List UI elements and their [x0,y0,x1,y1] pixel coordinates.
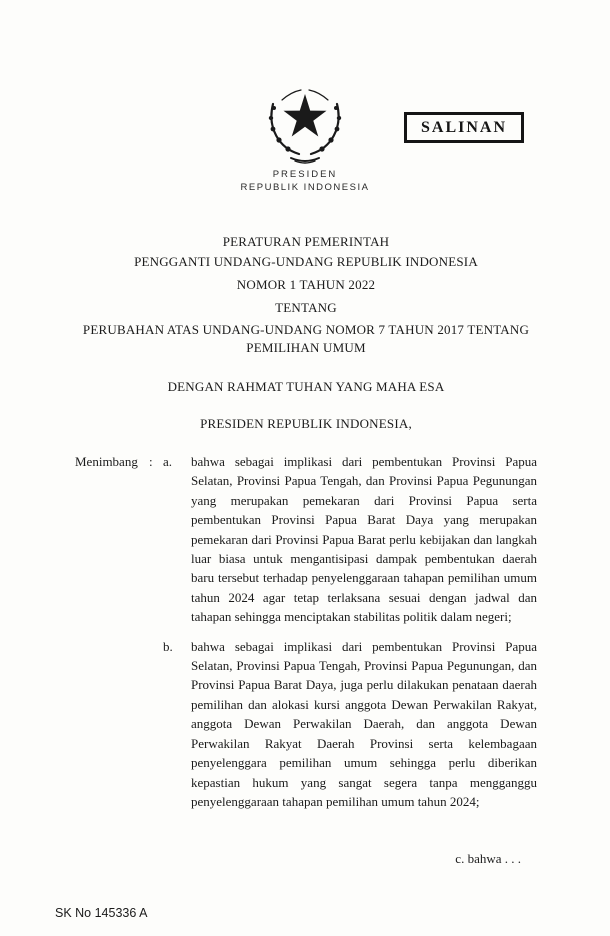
sk-number: SK No 145336 A [55,906,148,920]
document-title-block [75,233,537,433]
page-continuation-marker: c. bahwa . . . [455,851,521,867]
consideration-letter-a: a. [163,454,173,469]
menimbang-colon: : [149,454,153,469]
consideration-text-b: bahwa sebagai implikasi dari pembentukan Provinsi Papua Selatan, Provinsi Papua Tengah, Provinsi Papua Pegunungan, dan Provinsi Papua Barat Daya, juga perlu dilakukan penataan daerah pemilihan dan alokasi kursi anggota Dewan Perwakilan Rakyat, anggota Dewan Perwakilan Daerah, dan anggota Dewan Perwakilan Rakyat Daerah Provinsi serta kelembagaan penyelenggara pemilihan umum sehingga perlu diberikan kepastian hukum yang sangat segera tanpa mengganggu penyelenggaraan tahapan pemilihan umum tahun 2024; [191,638,537,809]
title-authority: PRESIDEN REPUBLIK INDONESIA, [200,416,412,431]
presidential-emblem [255,78,355,166]
title-invocation: DENGAN RAHMAT TUHAN YANG MAHA ESA [167,379,445,394]
title-line-2: PENGGANTI UNDANG-UNDANG REPUBLIK INDONESIA [134,254,478,269]
letterhead-republik-indonesia: REPUBLIK INDONESIA [240,182,370,193]
letterhead-presiden: PRESIDEN [272,169,338,180]
document-body [75,233,537,869]
salinan-label: SALINAN [420,118,507,136]
consideration-item-a [75,452,537,627]
title-subject-line-2: PEMILIHAN UMUM [246,340,366,355]
menimbang-label: Menimbang [75,454,138,469]
presidential-seal-icon [255,78,355,166]
title-tentang: TENTANG [275,300,337,315]
considerations-section [75,452,537,869]
title-line-1: PERATURAN PEMERINTAH [222,234,390,249]
salinan-stamp [404,112,524,143]
title-number: NOMOR 1 TAHUN 2022 [236,277,376,292]
title-subject-line-1: PERUBAHAN ATAS UNDANG-UNDANG NOMOR 7 TAHUN 2017 TENTANG [82,322,530,337]
consideration-letter-b: b. [163,638,173,654]
letterhead [0,169,610,194]
consideration-item-b [75,637,537,812]
consideration-text-a: bahwa sebagai implikasi dari pembentukan Provinsi Papua Selatan, Provinsi Papua Tengah, dan Provinsi Papua Pegunungan yang merupakan pemekaran dari Provinsi Papua serta pembentukan Provinsi Papua Barat Daya yang merupakan pemekaran dari Provinsi Papua Barat perlu kebijakan dan langkah luar biasa untuk mengantisipasi dampak pembentukan daerah baru tersebut terhadap penyelenggaraan tahapan pemilihan umum tahun 2024 agar tetap terlaksana sesuai dengan jadwal dan tahapan sehingga menciptakan stabilitas politik dalam negeri; [191,454,537,625]
